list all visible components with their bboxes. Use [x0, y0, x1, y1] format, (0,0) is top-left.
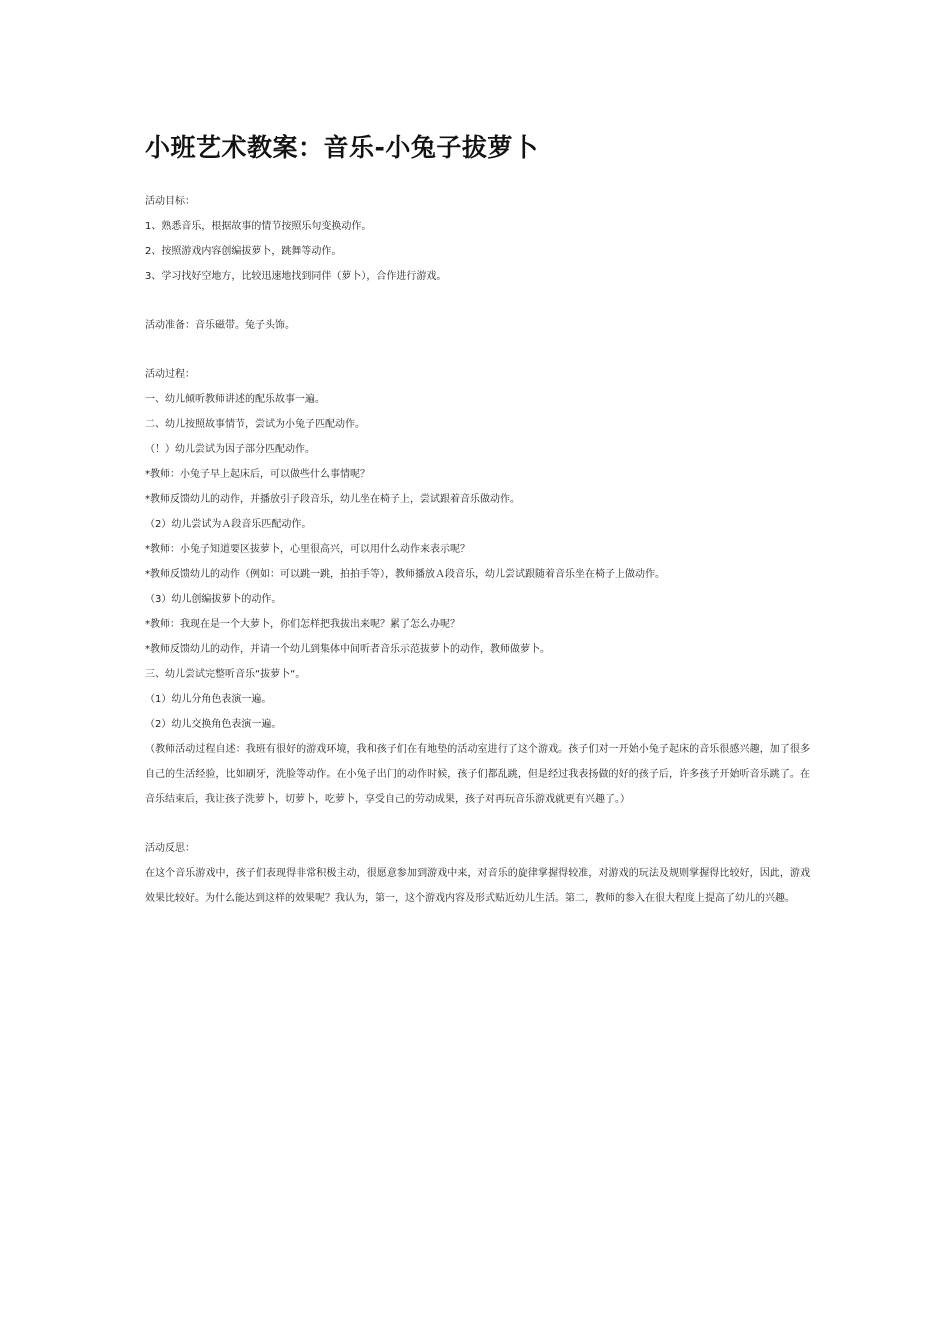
- process-step: *教师反馈幼儿的动作，并播放引子段音乐，幼儿坐在椅子上，尝试跟着音乐做动作。: [145, 494, 520, 505]
- reflection-heading: 活动反思：: [145, 843, 195, 854]
- process-step: （2）幼儿尝试为Ａ段音乐匹配动作。: [145, 519, 312, 530]
- goals-heading: 活动目标：: [145, 196, 195, 207]
- process-step: （1）幼儿分角色表演一遍。: [145, 694, 272, 705]
- preparation-text: 活动准备：音乐磁带。兔子头饰。: [145, 320, 295, 331]
- process-section: [145, 362, 810, 812]
- process-step: （3）幼儿创编拔萝卜的动作。: [145, 594, 282, 605]
- process-step: （2）幼儿交换角色表演一遍。: [145, 719, 282, 730]
- goal-item: 2、按照游戏内容创编拔萝卜，跳舞等动作。: [145, 246, 342, 257]
- process-heading: 活动过程：: [145, 369, 195, 380]
- document-page: [145, 128, 810, 911]
- process-step: 二、幼儿按照故事情节，尝试为小兔子匹配动作。: [145, 419, 365, 430]
- page-title: 小班艺术教案：音乐-小兔子拔萝卜: [145, 133, 539, 162]
- process-step: 三、幼儿尝试完整听音乐“拔萝卜“。: [145, 669, 306, 680]
- process-step: *教师反馈幼儿的动作（例如：可以跳一跳，拍拍手等），教师播放Ａ段音乐，幼儿尝试跟随着音乐坐在椅子上做动作。: [145, 569, 665, 580]
- reflection-text: 在这个音乐游戏中，孩子们表现得非常积极主动，很愿意参加到游戏中来，对音乐的旋律掌握得较准，对游戏的玩法及规则掌握得比较好，因此，游戏效果比较好。为什么能达到这样的效果呢？我认为，第一，这个游戏内容及形式贴近幼儿生活。第二，教师的参入在很大程度上提高了幼儿的兴趣。: [145, 868, 810, 904]
- reflection-section: [145, 836, 810, 911]
- teacher-self-report: （教师活动过程自述：我班有很好的游戏环境，我和孩子们在有地垫的活动室进行了这个游戏。孩子们对一开始小兔子起床的音乐很感兴趣，加了很多自己的生活经验，比如刷牙，洗脸等动作。在小兔子出门的动作时候，孩子们都乱跳，但是经过我表扬做的好的孩子后，许多孩子开始听音乐跳了。在音乐结束后，我让孩子洗萝卜，切萝卜，吃萝卜，享受自己的劳动成果，孩子对再玩音乐游戏就更有兴趣了。）: [145, 744, 810, 805]
- goals-section: [145, 189, 810, 289]
- process-step: *教师：小兔子知道要区拔萝卜，心里很高兴，可以用什么动作来表示呢？: [145, 544, 470, 555]
- process-step: *教师：小兔子早上起床后，可以做些什么事情呢？: [145, 469, 370, 480]
- goal-item: 3、学习找好空地方，比较迅速地找到同伴（萝卜），合作进行游戏。: [145, 271, 447, 282]
- process-step: （！）幼儿尝试为因子部分匹配动作。: [145, 444, 315, 455]
- process-step: 一、幼儿倾听教师讲述的配乐故事一遍。: [145, 394, 325, 405]
- goal-item: 1、熟悉音乐，根据故事的情节按照乐句变换动作。: [145, 221, 372, 232]
- process-step: *教师：我现在是一个大萝卜，你们怎样把我拔出来呢？累了怎么办呢？: [145, 619, 460, 630]
- process-step: *教师反馈幼儿的动作，并请一个幼儿到集体中间听者音乐示范拔萝卜的动作，教师做萝卜。: [145, 644, 550, 655]
- preparation-section: [145, 313, 810, 338]
